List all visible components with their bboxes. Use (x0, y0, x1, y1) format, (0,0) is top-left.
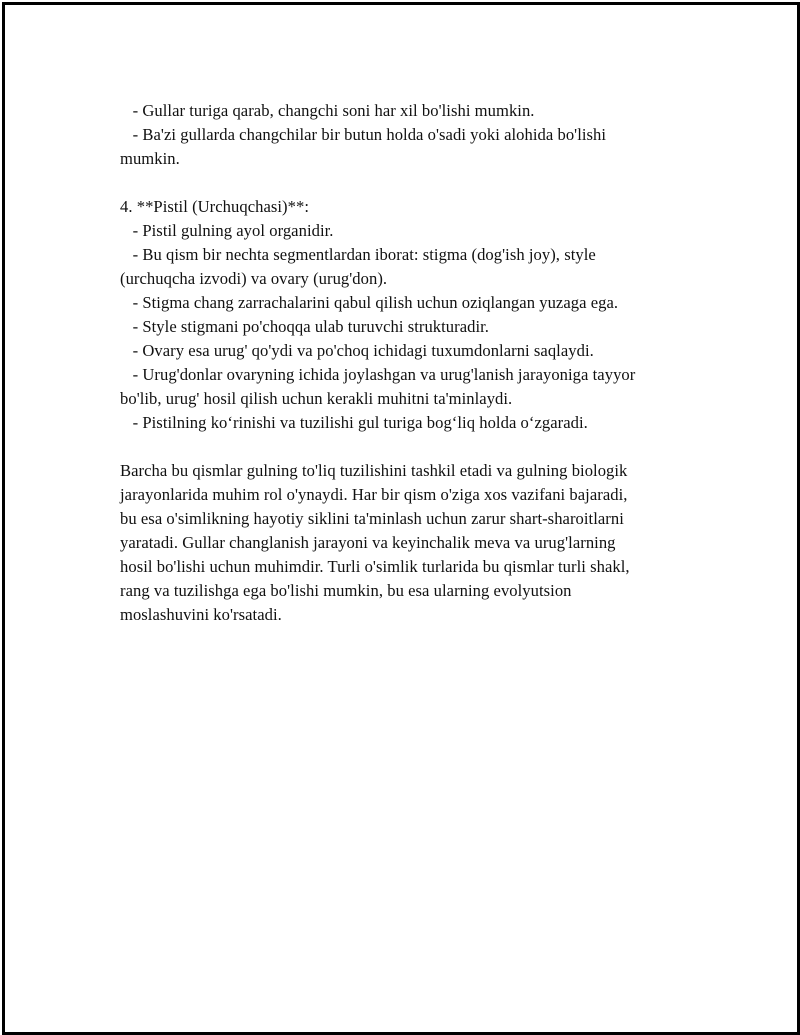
pistil-heading: 4. **Pistil (Urchuqchasi)**: (120, 197, 309, 216)
conclusion-line: moslashuvini ko'rsatadi. (120, 605, 282, 624)
paragraph-spacer (120, 171, 700, 195)
conclusion-line: bu esa o'simlikning hayotiy siklini ta'minlash uchun zarur shart-sharoitlarni (120, 509, 624, 528)
document-page (2, 2, 800, 1035)
pistil-bullet-line: - Ovary esa urug' qo'ydi va po'choq ichidagi tuxumdonlarni saqlaydi. (120, 341, 594, 360)
pistil-bullet-line: - Style stigmani po'choqqa ulab turuvchi strukturadir. (120, 317, 489, 336)
pistil-bullet-line: bo'lib, urug' hosil qilish uchun kerakli muhitni ta'minlaydi. (120, 389, 513, 408)
stamen-bullet-line: - Gullar turiga qarab, changchi soni har xil bo'lishi mumkin. (120, 101, 535, 120)
conclusion-paragraph (120, 459, 700, 627)
pistil-bullet-line: - Stigma chang zarrachalarini qabul qilish uchun oziqlangan yuzaga ega. (120, 293, 619, 312)
document-body (120, 99, 700, 627)
pistil-section (120, 195, 700, 435)
stamen-bullet-line: mumkin. (120, 149, 180, 168)
pistil-bullet-line: (urchuqcha izvodi) va ovary (urug'don). (120, 269, 388, 288)
conclusion-line: hosil bo'lishi uchun muhimdir. Turli o'simlik turlarida bu qismlar turli shakl, (120, 557, 630, 576)
pistil-bullet-line: - Pistilning ko‘rinishi va tuzilishi gul turiga bog‘liq holda o‘zgaradi. (120, 413, 588, 432)
stamen-bullet-line: - Ba'zi gullarda changchilar bir butun holda o'sadi yoki alohida bo'lishi (120, 125, 607, 144)
conclusion-line: jarayonlarida muhim rol o'ynaydi. Har bir qism o'ziga xos vazifani bajaradi, (120, 485, 628, 504)
pistil-bullet-line: - Bu qism bir nechta segmentlardan iborat: stigma (dog'ish joy), style (120, 245, 596, 264)
paragraph-spacer (120, 435, 700, 459)
conclusion-line: Barcha bu qismlar gulning to'liq tuzilishini tashkil etadi va gulning biologik (120, 461, 628, 480)
conclusion-line: yaratadi. Gullar changlanish jarayoni va keyinchalik meva va urug'larning (120, 533, 616, 552)
pistil-bullet-line: - Pistil gulning ayol organidir. (120, 221, 334, 240)
stamen-section-tail (120, 99, 700, 171)
conclusion-line: rang va tuzilishga ega bo'lishi mumkin, bu esa ularning evolyutsion (120, 581, 572, 600)
pistil-bullet-line: - Urug'donlar ovaryning ichida joylashgan va urug'lanish jarayoniga tayyor (120, 365, 636, 384)
